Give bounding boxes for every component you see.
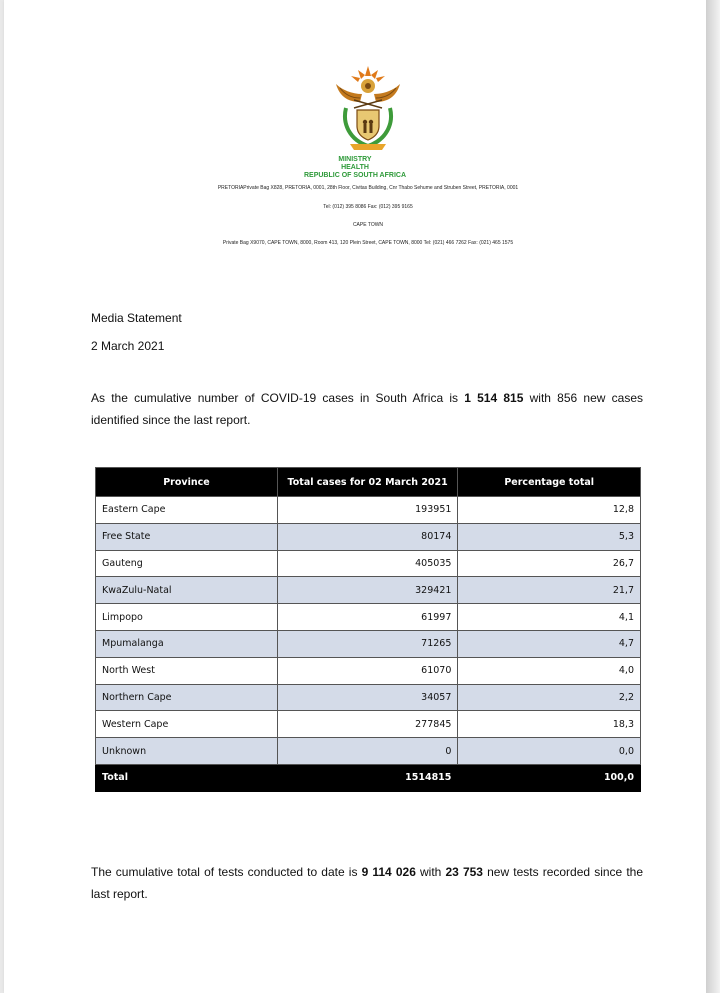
- health-label: HEALTH: [341, 164, 369, 171]
- province-cell: North West: [96, 657, 278, 684]
- percentage-cell: 4,7: [458, 630, 641, 657]
- tests-paragraph: [91, 861, 643, 905]
- percentage-cell: 2,2: [458, 684, 641, 711]
- province-cell: Mpumalanga: [96, 630, 278, 657]
- province-cell: Free State: [96, 523, 278, 550]
- province-cell: Limpopo: [96, 604, 278, 631]
- cases-cell: 61997: [277, 604, 458, 631]
- percentage-cell: 18,3: [458, 711, 641, 738]
- statement-type: Media Statement: [91, 311, 182, 325]
- table-total-row: [96, 764, 641, 791]
- total-cases-cell: 1514815: [277, 764, 458, 791]
- table-row: [96, 550, 641, 577]
- table-header-row: [96, 468, 641, 497]
- table-row: [96, 657, 641, 684]
- republic-label: REPUBLIC OF SOUTH AFRICA: [303, 172, 407, 179]
- tests-paragraph-suffix: new tests recorded since the last report.: [91, 865, 644, 901]
- table-row: [96, 604, 641, 631]
- table-row: [96, 497, 641, 524]
- cases-cell: 193951: [277, 497, 458, 524]
- cases-paragraph-prefix: As the cumulative number of COVID-19 cases in South Africa is: [91, 391, 465, 405]
- ministry-label: MINISTRY: [338, 156, 372, 163]
- percentage-cell: 0,0: [458, 738, 641, 765]
- cases-cell: 61070: [277, 657, 458, 684]
- tests-paragraph-middle: with: [415, 865, 446, 879]
- header-province: Province: [96, 468, 278, 497]
- table-row: [96, 577, 641, 604]
- page-edge-shadow: [706, 0, 720, 993]
- new-tests-count: 23 753: [445, 865, 483, 879]
- tests-paragraph-prefix: The cumulative total of tests conducted to date is: [91, 865, 362, 879]
- table-row: [96, 738, 641, 765]
- header-total-cases: Total cases for 02 March 2021: [277, 468, 458, 497]
- cases-cell: 34057: [277, 684, 458, 711]
- percentage-cell: 5,3: [458, 523, 641, 550]
- province-cell: KwaZulu-Natal: [96, 577, 278, 604]
- percentage-cell: 4,0: [458, 657, 641, 684]
- total-percentage-cell: 100,0: [458, 764, 641, 791]
- percentage-cell: 26,7: [458, 550, 641, 577]
- cape-town-heading: CAPE TOWN: [352, 222, 384, 228]
- province-cell: Gauteng: [96, 550, 278, 577]
- cases-cell: 329421: [277, 577, 458, 604]
- cases-cell: 277845: [277, 711, 458, 738]
- province-cell: Eastern Cape: [96, 497, 278, 524]
- percentage-cell: 12,8: [458, 497, 641, 524]
- cases-paragraph: [91, 387, 643, 431]
- table-row: [96, 523, 641, 550]
- tests-total: 9 114 026: [361, 865, 416, 879]
- percentage-cell: 4,1: [458, 604, 641, 631]
- table-row: [96, 711, 641, 738]
- province-cell: Unknown: [96, 738, 278, 765]
- pretoria-phone: Tel: (012) 395 8086 Fax: (012) 395 9165: [323, 204, 413, 210]
- south-africa-coat-of-arms-icon: [330, 64, 406, 154]
- statement-date: 2 March 2021: [91, 339, 165, 353]
- header-percentage: Percentage total: [458, 468, 641, 497]
- cases-total: 1 514 815: [464, 391, 524, 405]
- table-row: [96, 684, 641, 711]
- cases-table: [95, 467, 641, 792]
- cases-cell: 80174: [277, 523, 458, 550]
- cases-cell: 405035: [277, 550, 458, 577]
- province-cell: Northern Cape: [96, 684, 278, 711]
- table-row: [96, 630, 641, 657]
- cape-town-address: Private Bag X9070, CAPE TOWN, 8000, Room 413, 120 Plein Street, CAPE TOWN, 8000 Tel: (021) 466 7262 Fax: (021) 465 1575: [222, 240, 514, 246]
- cases-cell: 71265: [277, 630, 458, 657]
- document-page: [4, 0, 706, 993]
- cases-cell: 0: [277, 738, 458, 765]
- total-label-cell: Total: [96, 764, 278, 791]
- cases-paragraph-suffix: with 856 new cases identified since the last report.: [91, 391, 644, 427]
- percentage-cell: 21,7: [458, 577, 641, 604]
- pretoria-address: PRETORIAPrivate Bag X828, PRETORIA, 0001, 28th Floor, Civitas Building, Cnr Thabo Sehume and Struben Street, PRETORIA, 0001: [217, 185, 519, 191]
- province-cell: Western Cape: [96, 711, 278, 738]
